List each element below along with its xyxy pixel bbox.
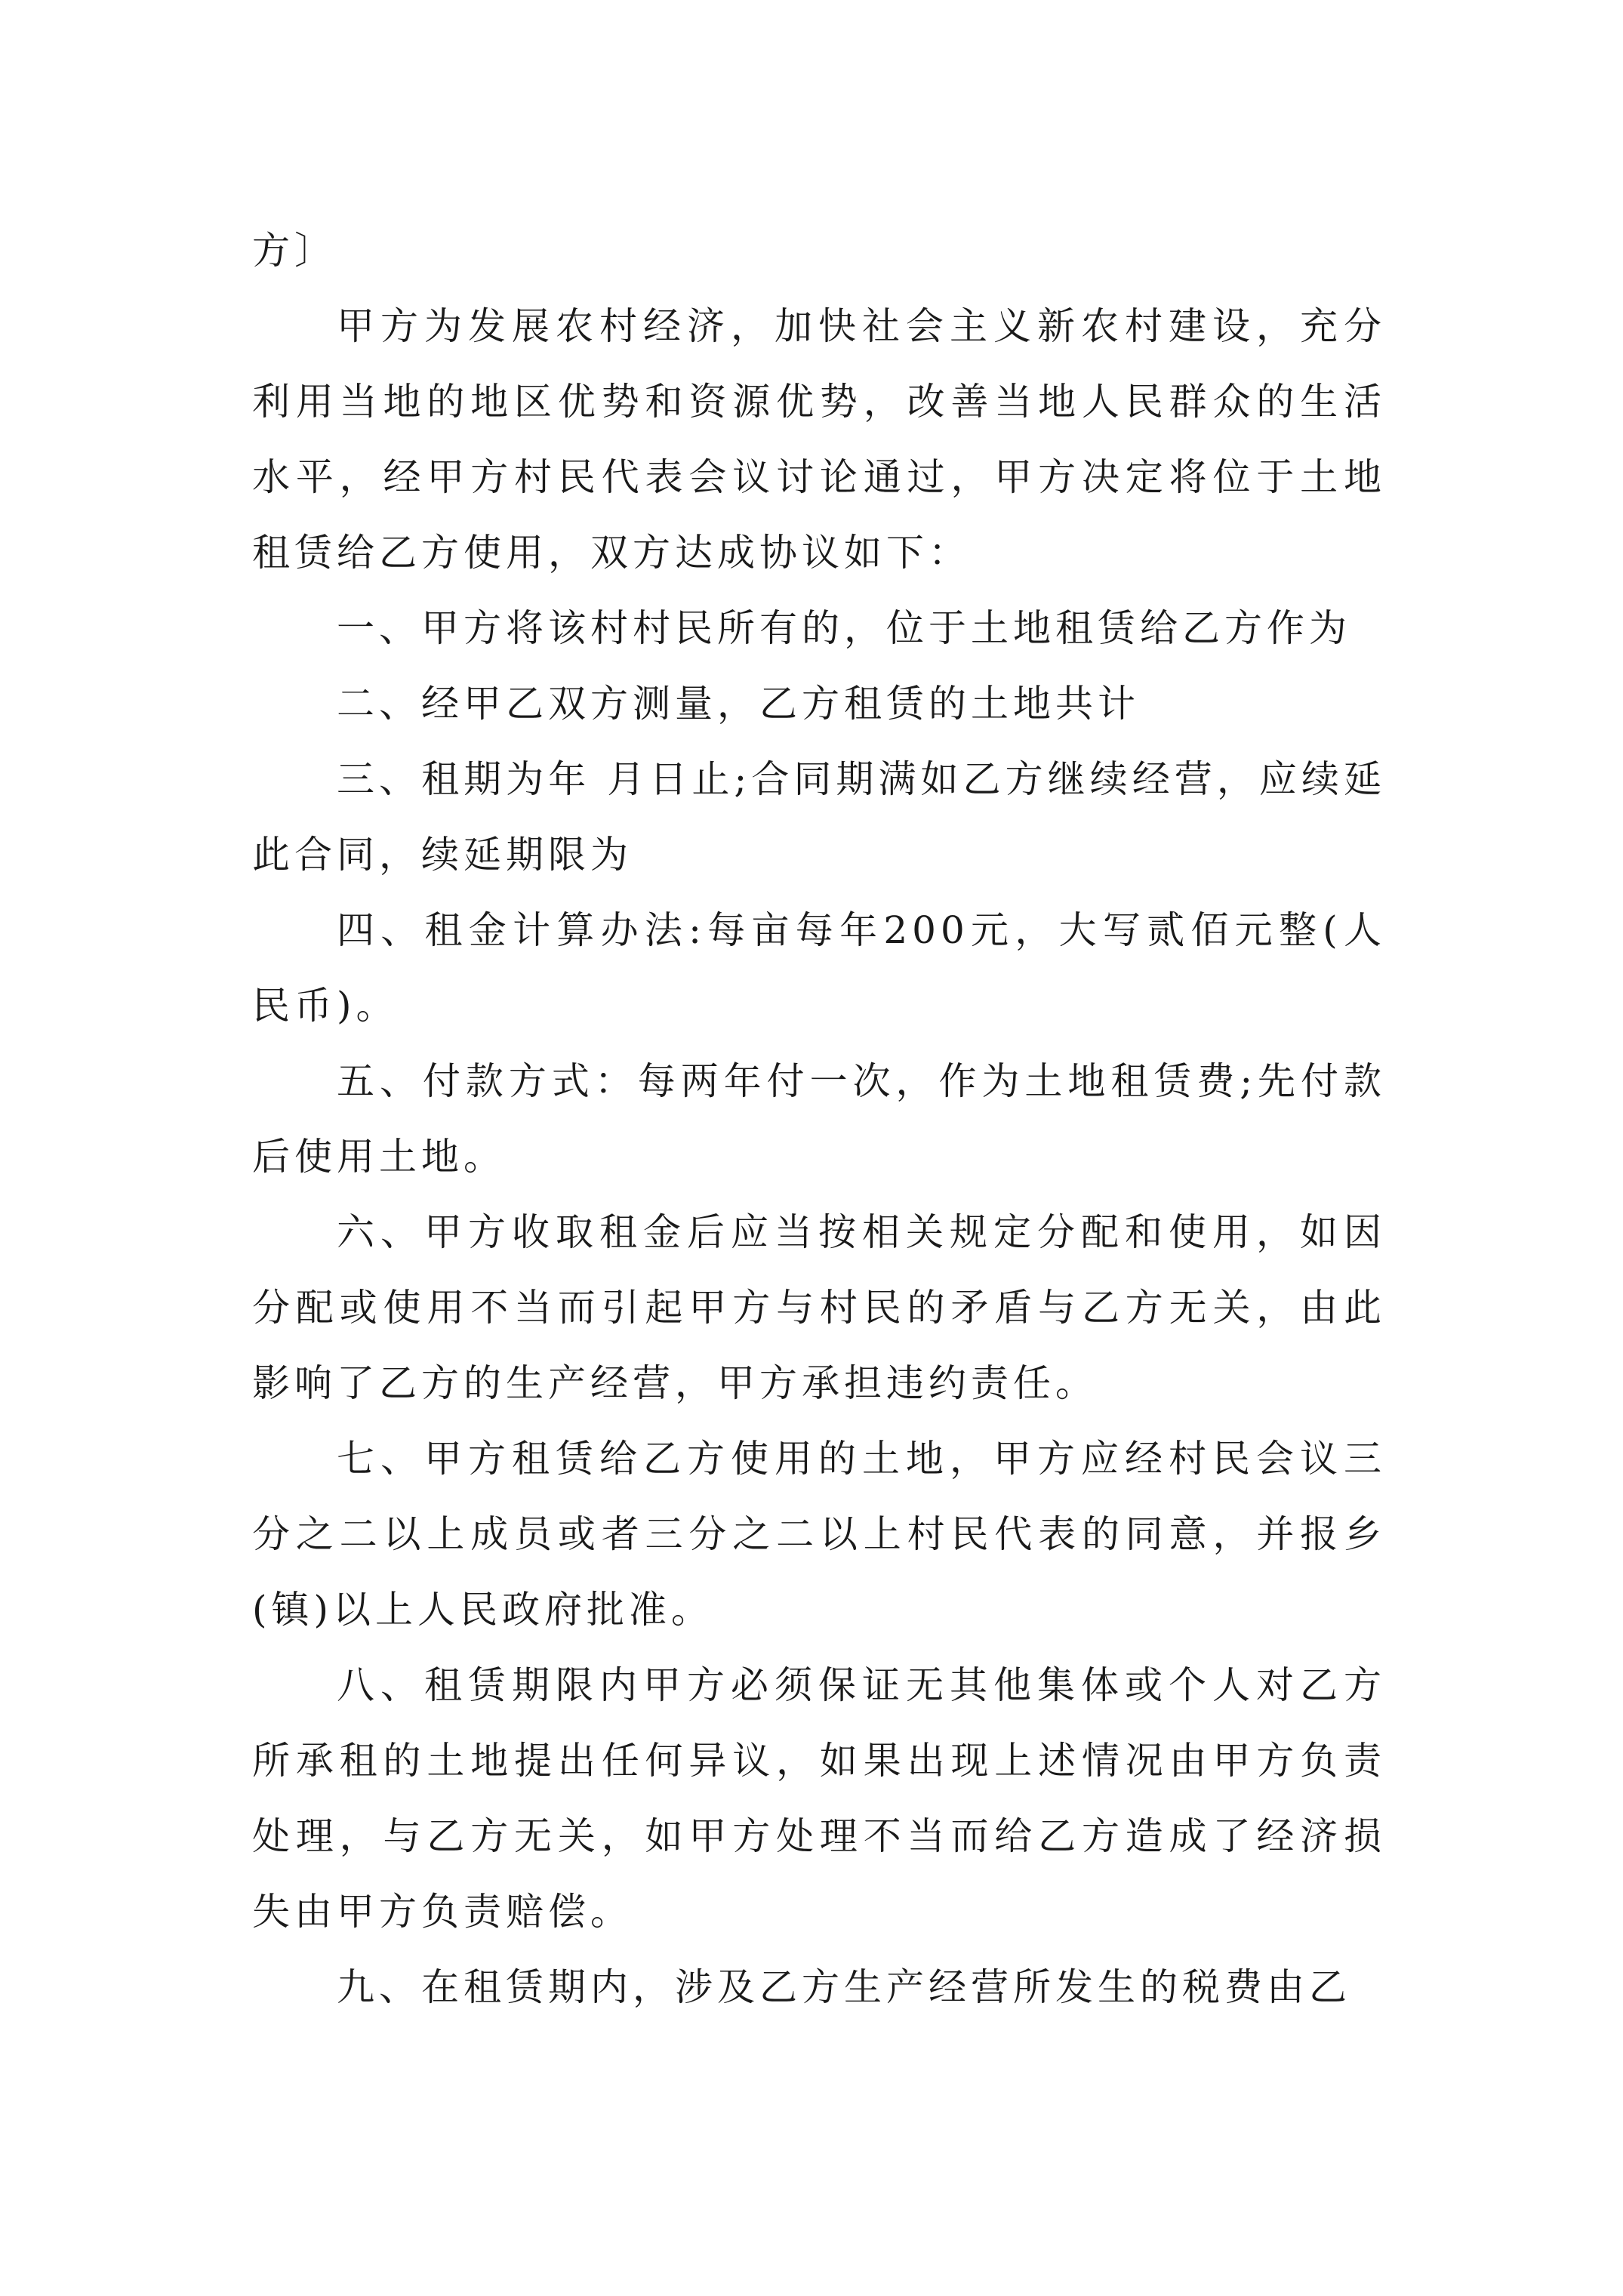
clause-3: 三、租期为年 月日止;合同期满如乙方继续经营，应续延此合同，续延期限为: [252, 757, 1386, 877]
clause-1: 一、甲方将该村村民所有的，位于土地租赁给乙方作为: [337, 606, 1351, 650]
document-body: [252, 213, 1386, 2025]
paragraph-preamble: 甲方为发展农村经济，加快社会主义新农村建设，充分利用当地的地区优势和资源优势，改善当地人民群众的生活水平，经甲方村民代表会议讨论通过，甲方决定将位于土地租赁给乙方使用，双方达成协议如下：: [252, 304, 1386, 575]
clause-7: 七、甲方租赁给乙方使用的土地，甲方应经村民会议三分之二以上成员或者三分之二以上村民代表的同意，并报乡(镇)以上人民政府批准。: [252, 1437, 1386, 1632]
clause-5: 五、付款方式：每两年付一次，作为土地租赁费;先付款后使用土地。: [252, 1059, 1386, 1179]
clause-2: 二、经甲乙双方测量，乙方租赁的土地共计: [337, 682, 1140, 726]
clause-8: 八、租赁期限内甲方必须保证无其他集体或个人对乙方所承租的土地提出任何异议，如果出现上述情况由甲方负责处理，与乙方无关，如甲方处理不当而给乙方造成了经济损失由甲方负责赔偿。: [252, 1663, 1386, 1934]
clause-9: 九、在租赁期内，涉及乙方生产经营所发生的税费由乙: [337, 1965, 1351, 2009]
clause-6: 六、甲方收取租金后应当按相关规定分配和使用，如因分配或使用不当而引起甲方与村民的矛盾与乙方无关，由此影响了乙方的生产经营，甲方承担违约责任。: [252, 1210, 1386, 1405]
paragraph-continuation: 方〕: [252, 229, 337, 273]
clause-4: 四、租金计算办法:每亩每年200元，大写贰佰元整(人民币)。: [252, 908, 1386, 1028]
